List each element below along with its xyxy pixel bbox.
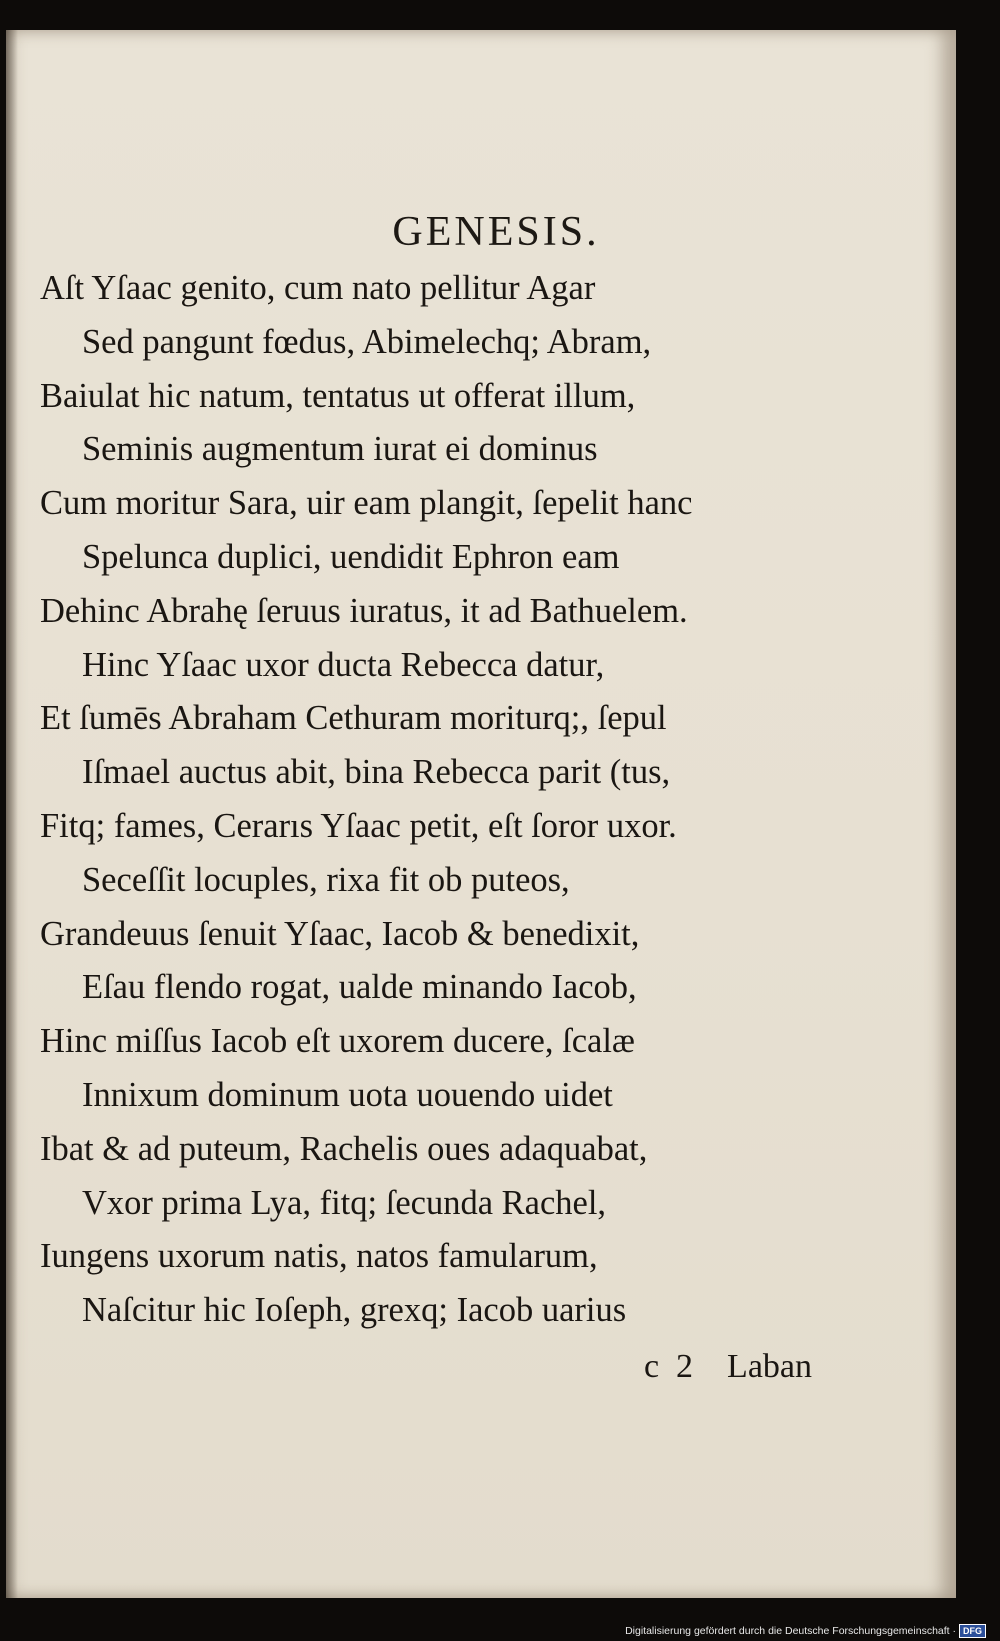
verse-line: Iſmael auctus abit, bina Rebecca parit (tus,	[82, 753, 671, 792]
verse-line: Vxor prima Lya, fitq; ſecunda Rachel,	[82, 1183, 607, 1222]
page-left-shadow	[6, 30, 18, 1598]
digitization-credit	[625, 1624, 986, 1638]
verse-line: Aſt Yſaac genito, cum nato pellitur Agar	[40, 269, 596, 307]
verse-block	[40, 262, 930, 1338]
verse-line: Sed pangunt fœdus, Abimelechq; Abram,	[82, 322, 652, 361]
running-header: GENESIS.	[392, 209, 600, 255]
verse-line: Spelunca duplici, uendidit Ephron eam	[82, 537, 620, 576]
verse-line: Hinc miſſus Iacob eſt uxorem ducere, ſcalæ	[40, 1022, 635, 1061]
verse-line: Baiulat hic natum, tentatus ut offerat illum,	[40, 376, 636, 415]
verse-line: Ibat & ad puteum, Rachelis oues adaquabat,	[40, 1129, 648, 1168]
verse-line: Cum moritur Sara, uir eam plangit, ſepelit hanc	[40, 484, 693, 523]
dfg-logo-icon: DFG	[959, 1624, 986, 1638]
credit-text: Digitalisierung gefördert durch die Deutsche Forschungsgemeinschaft ·	[625, 1625, 956, 1637]
signature-catchword: c 2 Laban	[643, 1348, 812, 1385]
verse-line: Dehinc Abrahę ſeruus iuratus, it ad Bathuelem.	[40, 591, 688, 630]
verse-line: Hinc Yſaac uxor ducta Rebecca datur,	[82, 645, 605, 684]
verse-line: Grandeuus ſenuit Yſaac, Iacob & benedixit,	[40, 914, 640, 953]
verse-line: Iungens uxorum natis, natos famularum,	[40, 1237, 598, 1276]
verse-line: Et ſumēs Abraham Cethuram moriturq;, ſepul	[40, 699, 667, 738]
book-page	[6, 30, 956, 1598]
verse-line: Fitq; fames, Cerarıs Yſaac petit, eſt ſoror uxor.	[40, 806, 677, 845]
verse-line: Naſcitur hic Ioſeph, grexq; Iacob uarius	[82, 1291, 627, 1330]
verse-line: Innixum dominum uota uouendo uidet	[82, 1075, 613, 1114]
verse-line: Seceſſit locuples, rixa fit ob puteos,	[82, 860, 570, 899]
verse-line: Seminis augmentum iurat ei dominus	[82, 430, 598, 469]
verse-line: Eſau flendo rogat, ualde minando Iacob,	[82, 968, 637, 1007]
